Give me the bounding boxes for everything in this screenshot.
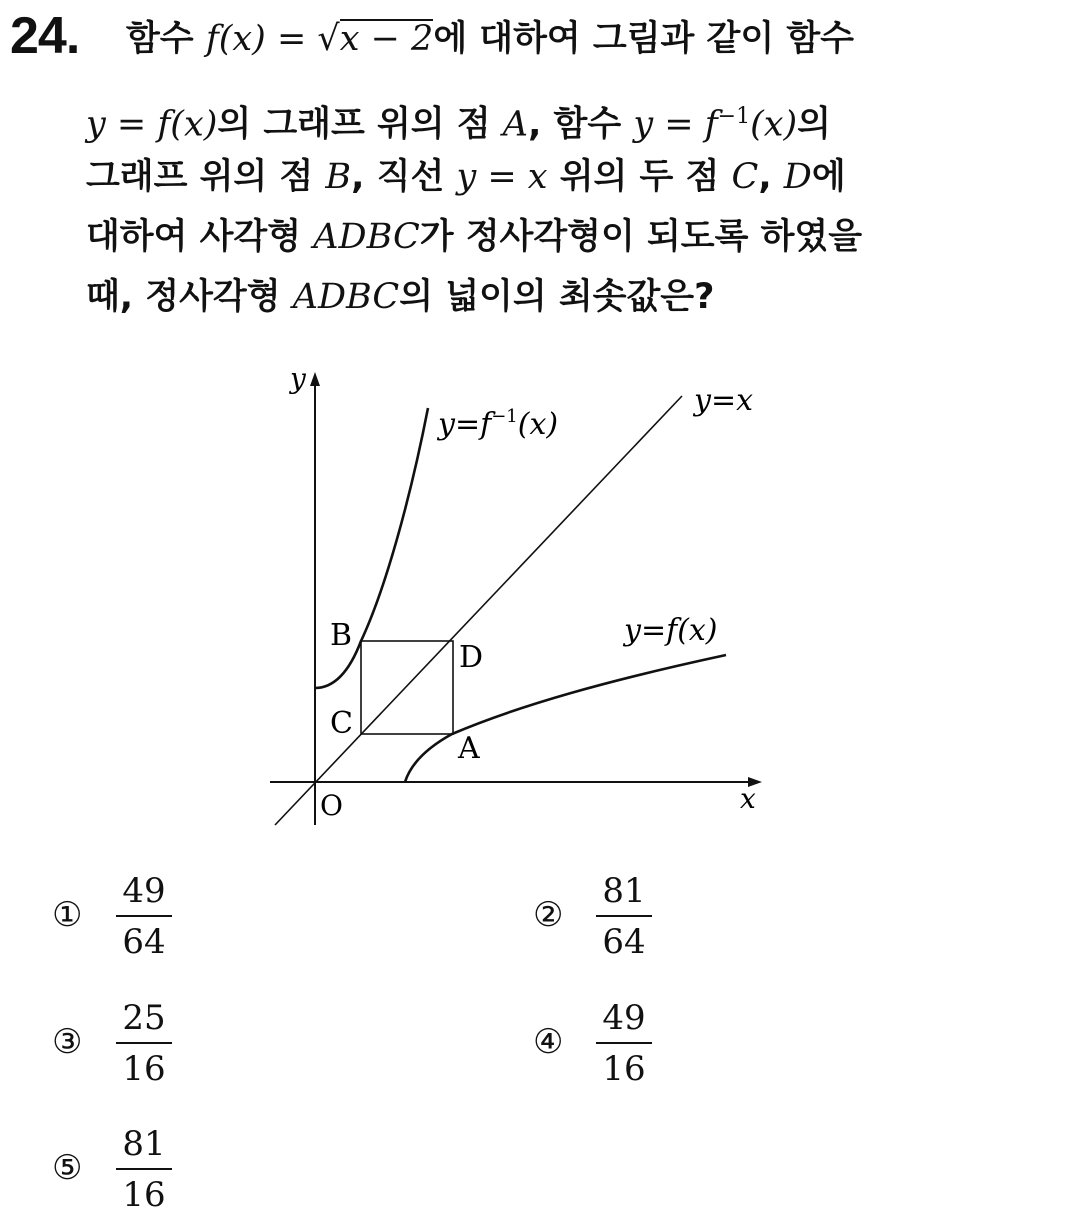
inverse-curve-label: $y=f^{-1}(x)$ <box>438 406 559 442</box>
point-c-label: C <box>330 706 353 741</box>
choice-2-fraction: 81 64 <box>596 870 652 963</box>
choice-1-fraction: 49 64 <box>116 870 172 963</box>
origin-label: O <box>320 789 343 822</box>
choice-5-fraction: 81 16 <box>116 1123 172 1216</box>
f-curve-label: y=f(x) <box>624 613 718 648</box>
x-axis-label: x <box>740 782 756 815</box>
line-label: y=x <box>694 383 754 418</box>
question-line-4: 대하여 사각형 ADBC가 정사각형이 되도록 하였을 <box>86 217 863 257</box>
choice-3-fraction: 25 16 <box>116 997 172 1090</box>
choice-4-fraction: 49 16 <box>596 997 652 1090</box>
point-a-label: A <box>458 731 480 766</box>
question-line-1: 함수 f(x) = √x − 2에 대하여 그림과 같이 함수 <box>126 19 854 59</box>
point-d-label: D <box>459 640 484 675</box>
choice-1-mark: ① <box>52 895 83 935</box>
choice-2-mark: ② <box>533 895 564 935</box>
question-line-5: 때, 정사각형 ADBC의 넓이의 최솟값은? <box>86 277 715 317</box>
y-axis-label: y <box>290 362 306 395</box>
choice-5-mark: ⑤ <box>52 1148 83 1188</box>
y-axis-arrow <box>310 372 320 386</box>
question-number: 24. <box>10 7 80 65</box>
question-line-3: 그래프 위의 점 B, 직선 y = x 위의 두 점 C, D에 <box>86 157 846 197</box>
choice-4-mark: ④ <box>533 1022 564 1062</box>
question-line-2: y = f(x)의 그래프 위의 점 A, 함수 $y = f^{-1}(x)$의 <box>86 104 831 145</box>
choice-3-mark: ③ <box>52 1022 83 1062</box>
point-b-label: B <box>330 618 353 653</box>
function-graph-figure <box>250 355 790 845</box>
